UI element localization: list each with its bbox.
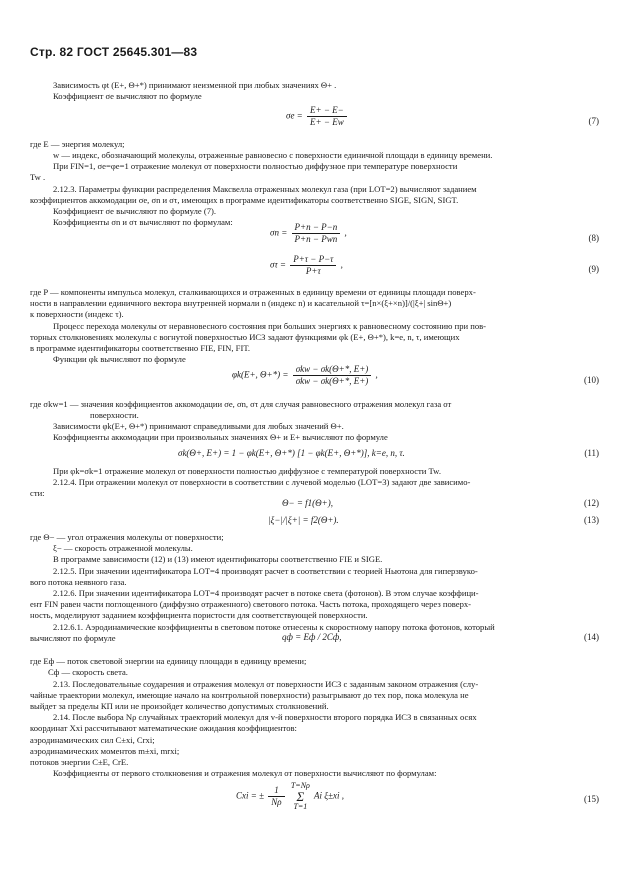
page-header: Стр. 82 ГОСТ 25645.301—83 xyxy=(30,45,198,59)
fraction-denominator: Nρ xyxy=(271,797,282,807)
formula-sign: ± xyxy=(259,790,265,801)
equation-number: (12) xyxy=(584,498,599,508)
text-line: Коэффициенты от первого столкновения и отражения молекул от поверхности вычисляют по формулам: xyxy=(53,768,437,778)
text-line: 2.14. После выбора Nρ случайных траекторий молекул для v-й поверхности второго порядка ИСЗ в связанных осях xyxy=(53,712,477,722)
text-line: Cф — скорость света. xyxy=(48,667,128,677)
equation-number: (15) xyxy=(584,794,599,804)
text-line: чайные траектории молекул, имеющие начало на контрольной поверхности) разыгрывают до тех пор, пока молекула не xyxy=(30,690,469,700)
text-line: координат Xxi рассчитывают математические ожидания коэффициентов: xyxy=(30,723,297,733)
text-line: Процесс перехода молекулы от неравновесного состояния при больших энергиях к равновесному состоянию при пов- xyxy=(53,321,487,331)
equation-number: (9) xyxy=(588,264,599,274)
text-line: Зависимость φt (E+, Θ+*) принимают неизменной при любых значениях Θ+ . xyxy=(53,80,337,90)
text-line: 2.12.6. При значении идентификатора LOT=4 производят расчет в потоке света (фотонов). В этом случае коэффици- xyxy=(53,588,479,598)
text-line: где Θ− — угол отражения молекулы от поверхности; xyxy=(30,532,224,542)
fraction-denominator: P+τ xyxy=(305,265,321,276)
text-line: Функции φk вычисляют по формуле xyxy=(53,354,186,364)
fraction xyxy=(292,222,341,245)
fraction-numerator: P+n − P−n xyxy=(292,222,341,234)
text-line: в программе идентификаторы соответственно FIE, FIN, FIT. xyxy=(30,343,251,353)
formula-lhs: φk(E+, Θ+*) = xyxy=(232,369,289,380)
text-line: Коэффициенты σn и στ вычисляют по формулам: xyxy=(53,217,233,227)
text-line: ность, моделируют заданием коэффициента пористости для соответствующей поверхности. xyxy=(30,610,368,620)
fraction xyxy=(268,785,284,808)
formula-8 xyxy=(270,222,347,245)
formula-rhs: Ai ξ±xi , xyxy=(313,790,345,801)
formula-12: Θ− = f1(Θ+), xyxy=(282,498,333,508)
summation xyxy=(291,782,310,811)
text-line: выйдет за пределы КП или не произойдет количество допустимых столкновений. xyxy=(30,701,329,711)
formula-lhs: σe = xyxy=(286,110,303,121)
formula-9 xyxy=(270,254,343,277)
fraction-numerator: P+τ − P−τ xyxy=(290,254,336,266)
formula-comma: , xyxy=(344,227,347,238)
text-line: 2.12.6.1. Аэродинамические коэффициенты в световом потоке отнесены к скоростному напору потока фотонов, который xyxy=(53,622,495,632)
text-line: Коэффициент σe вычисляют по формуле (7). xyxy=(53,206,217,216)
text-line: вычисляют по формуле xyxy=(30,633,116,643)
text-line: аэродинамических моментов m±xi, mrxi; xyxy=(30,746,180,756)
formula-10 xyxy=(232,364,378,387)
formula-lhs: στ = xyxy=(270,259,286,270)
fraction-denominator: E+ − Ew xyxy=(310,116,344,127)
text-line: вого потока неявного газа. xyxy=(30,577,127,587)
text-line: где Eф — поток световой энергии на единицу площади в единицу времени; xyxy=(30,656,307,666)
fraction xyxy=(293,364,372,387)
text-line: ент FIN равен части поглощенного (диффузно отраженного) светового потока. Часть потока, проходящего через поверх- xyxy=(30,599,472,609)
formula-lhs: σn = xyxy=(270,227,288,238)
fraction-numerator: E+ − E− xyxy=(307,105,347,117)
formula-11: σk(Θ+, E+) = 1 − φk(E+, Θ+*) [1 − φk(E+, Θ+*)], k=e, n, τ. xyxy=(178,448,405,458)
sum-lower-limit: T=1 xyxy=(293,802,308,811)
text-line: 2.12.5. При значении идентификатора LOT=4 производят расчет в соответствии с теорией Ньютона для гиперзвуко- xyxy=(53,566,478,576)
sum-symbol: Σ xyxy=(296,789,305,804)
formula-comma: , xyxy=(340,259,343,270)
text-line: Tw . xyxy=(30,172,46,182)
fraction-denominator: P+n − Pwn xyxy=(294,233,338,244)
text-line: Зависимости φk(E+, Θ+*) принимают справедливыми для любых значений Θ+. xyxy=(53,421,344,431)
text-line: 2.13. Последовательные соударения и отражения молекул от поверхности ИСЗ с заданным законом отражения (слу- xyxy=(53,679,479,689)
text-line: сти: xyxy=(30,488,45,498)
fraction xyxy=(290,254,336,277)
formula-13: |ξ−|/|ξ+| = f2(Θ+). xyxy=(268,515,339,525)
equation-number: (7) xyxy=(588,116,599,126)
equation-number: (14) xyxy=(584,632,599,642)
text-line: Коэффициенты аккомодации при произвольных значениях Θ+ и E+ вычисляют по формуле xyxy=(53,432,388,442)
text-line: При φk=σk=1 отражение молекул от поверхности полностью диффузное с температурой поверхности Tw. xyxy=(53,466,441,476)
fraction-numerator: 1 xyxy=(268,785,284,797)
formula-7 xyxy=(286,105,349,128)
equation-number: (13) xyxy=(584,515,599,525)
text-line: Коэффициент σe вычисляют по формуле xyxy=(53,91,202,101)
text-line: где σkw=1 — значения коэффициентов аккомодации σe, σn, στ для случая равновесного отражения молекул газа от xyxy=(30,399,452,409)
equation-number: (11) xyxy=(584,448,599,458)
text-line: потоков энергии C±E, CrE. xyxy=(30,757,129,767)
text-line: к поверхности (индекс τ). xyxy=(30,309,124,319)
text-line: поверхности. xyxy=(90,410,139,420)
text-line: 2.12.3. Параметры функции распределения Максвелла отраженных молекул газа (при LOT=2) вычисляют заданием xyxy=(53,184,477,194)
text-line: w — индекс, обозначающий молекулы, отраженные равновесно с поверхности единичной площади в единицу времени. xyxy=(53,150,493,160)
text-line: При FIN=1, σe=φe=1 отражение молекул от поверхности полностью диффузное при температуре поверхности xyxy=(53,161,458,171)
text-line: В программе зависимости (12) и (13) имеют идентификаторы соответственно FIE и SIGE. xyxy=(53,554,383,564)
formula-comma: , xyxy=(375,369,378,380)
sum-upper-limit: T=Nρ xyxy=(290,781,310,790)
text-line: аэродинамических сил C±xi, Crxi; xyxy=(30,735,155,745)
formula-15 xyxy=(236,782,344,811)
fraction xyxy=(307,105,347,128)
text-line: 2.12.4. При отражении молекул от поверхности в соответствии с лучевой моделью (LOT=3) задают две зависимо- xyxy=(53,477,471,487)
text-line: торных столкновениях молекулы с вогнутой поверхностью ИСЗ задают функциями φk (E+, Θ+*), k=e, n, τ, имеющих xyxy=(30,332,460,342)
equation-number: (10) xyxy=(584,375,599,385)
fraction-denominator: σkw − σk(Θ+*, E+) xyxy=(295,375,369,386)
formula-lhs: Cxi = xyxy=(236,790,257,801)
fraction-numerator: σkw − σk(Θ+*, E+) xyxy=(293,364,372,376)
formula-14: qф = Eф / 2Cф, xyxy=(282,632,342,642)
text-line: ности в направлении единичного вектора внутренней нормали n (индекс n) и касательной τ=[n×(ξ+×n)]/(|ξ+| sinΘ+) xyxy=(30,298,452,308)
text-line: где P — компоненты импульса молекул, сталкивающихся и отраженных в единицу времени от единицы площади поверх- xyxy=(30,287,476,297)
text-line: ξ− — скорость отраженной молекулы. xyxy=(53,543,193,553)
text-line: где E — энергия молекул; xyxy=(30,139,125,149)
text-line: коэффициентов аккомодации σe, σn и στ, имеющих в программе идентификаторы соответственно SIGE, SIGN, SIGT. xyxy=(30,195,459,205)
equation-number: (8) xyxy=(588,233,599,243)
